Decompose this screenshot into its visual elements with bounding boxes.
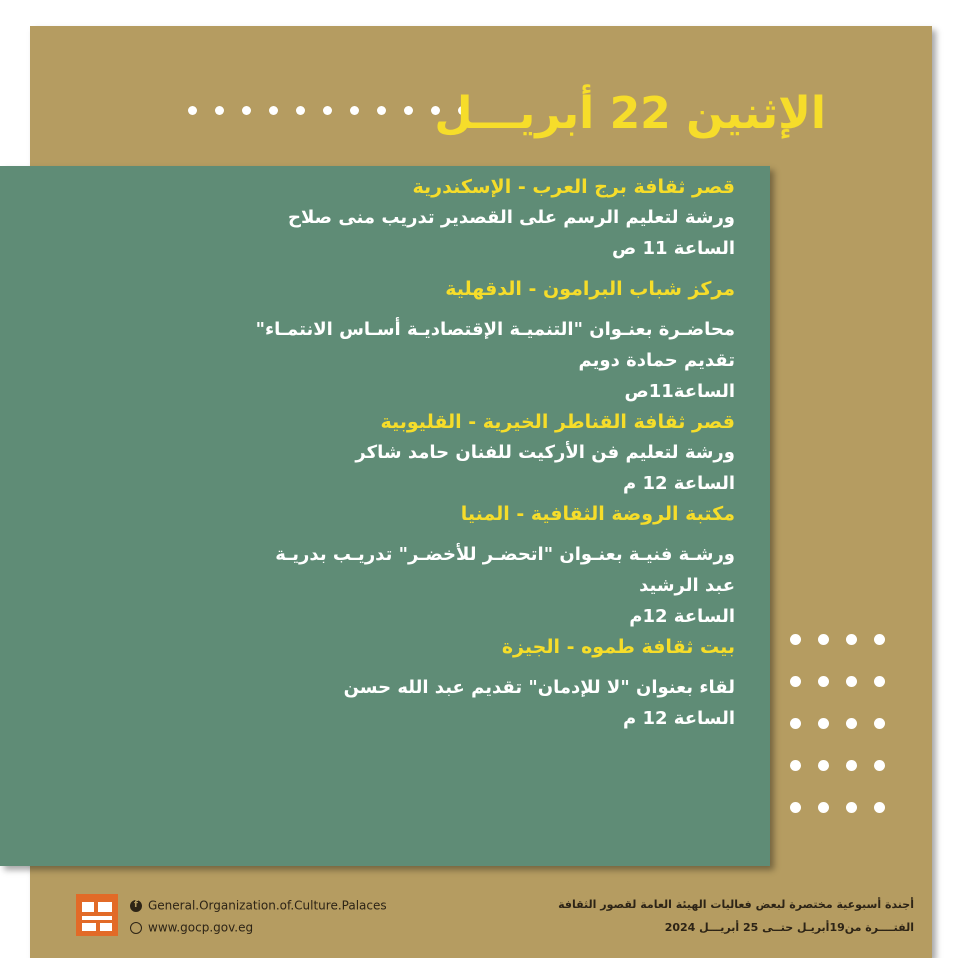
decorative-dot [874,634,885,645]
decorative-dot [404,106,413,115]
decorative-dot [296,106,305,115]
decorative-dot [790,802,801,813]
event-description: لقاء بعنوان "لا للإدمان" تقديم عبد الله حسن [343,677,735,698]
event-venue: قصر ثقافة القناطر الخيرية - القليوبية [380,411,735,433]
decorative-dot [377,106,386,115]
event-time: الساعة 12 م [622,708,735,729]
decorative-dot [846,676,857,687]
globe-icon [130,922,142,934]
event-venue: مكتبة الروضة الثقافية - المنيا [460,503,735,525]
decorative-dot [846,760,857,771]
decorative-dot [818,634,829,645]
decorative-dot [188,106,197,115]
facebook-link[interactable] [130,898,387,913]
decorative-dot [846,634,857,645]
event-presenter: تقديم حمادة دويم [578,350,735,371]
event-time: الساعة11ص [624,381,735,402]
event-venue: بيت ثقافة طموه - الجيزة [501,636,735,658]
decorative-dot [846,802,857,813]
event-description: ورشـة فنيـة بعنـوان "اتحضـر للأخضـر" تدريـب بدريـة [275,544,735,565]
website-link[interactable] [130,920,253,935]
event-time: الساعة 12م [629,606,735,627]
decorative-dot [323,106,332,115]
decorative-dot [790,676,801,687]
decorative-dot [215,106,224,115]
facebook-icon: f [130,900,142,912]
event-time: الساعة 12 م [622,473,735,494]
decorative-dot [790,718,801,729]
decorative-dot [818,760,829,771]
facebook-handle: General.Organization.of.Culture.Palaces [148,898,387,913]
event-description: ورشة لتعليم فن الأركيت للفنان حامد شاكر [355,442,735,463]
decorative-dot [818,718,829,729]
footer-agenda [558,893,914,939]
event-venue: مركز شباب البرامون - الدقهلية [445,278,735,300]
event-description: ورشة لتعليم الرسم على القصدير تدريب منى صلاح [288,207,735,228]
decorative-dot [874,760,885,771]
decorative-dots-grid [790,634,900,864]
decorative-dot [790,760,801,771]
page-title: الإثنين 22 أبريـــل [434,88,826,139]
organization-logo [76,894,118,936]
decorative-dot [874,676,885,687]
agenda-caption: أجندة أسبوعية مختصرة لبعض فعاليات الهيئة العامة لقصور الثقافة [558,898,914,911]
decorative-dot [790,634,801,645]
decorative-dot [242,106,251,115]
decorative-dot [818,676,829,687]
agenda-period: الفتــــرة من19أبريـل حتــى 25 أبريـــل 2024 [664,921,914,934]
decorative-dot [874,802,885,813]
events-list [215,172,735,734]
decorative-dots-top [188,104,468,118]
decorative-dot [874,718,885,729]
decorative-dot [818,802,829,813]
decorative-dot [846,718,857,729]
decorative-dot [350,106,359,115]
event-description: محاضـرة بعنـوان "التنميـة الإقتصاديـة أسـاس الانتمـاء" [255,319,735,340]
decorative-dot [269,106,278,115]
event-time: الساعة 11 ص [611,238,735,259]
website-url: www.gocp.gov.eg [148,920,254,935]
event-venue: قصر ثقافة برج العرب - الإسكندرية [412,176,735,198]
event-description-continued: عبد الرشيد [639,575,735,596]
